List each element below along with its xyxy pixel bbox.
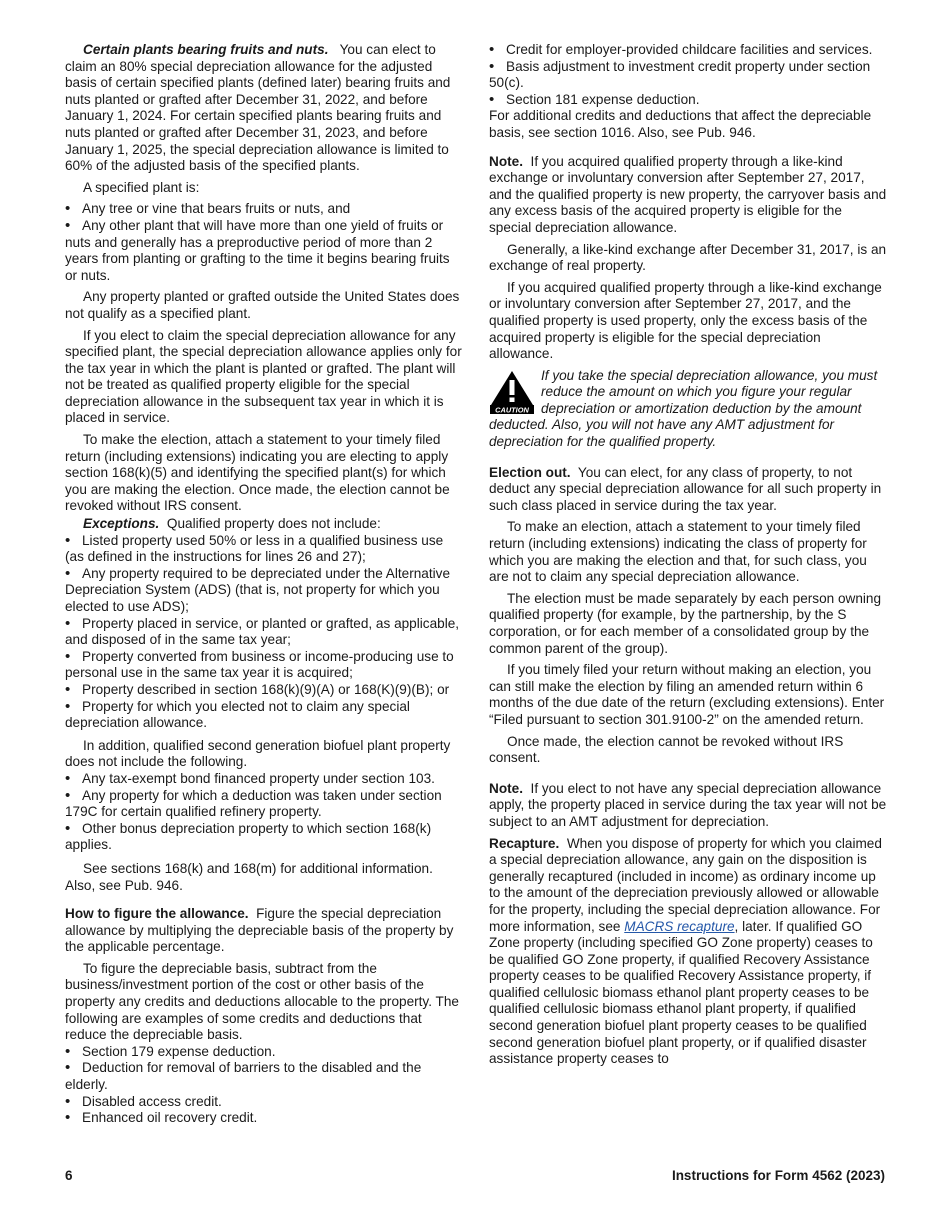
- paragraph-election-out: Election out. You can elect, for any class of property, to not deduct any special depreciation allowance for all such property in such class placed in service during the tax year.: [489, 464, 882, 513]
- paragraph-outside-us: Any property planted or grafted outside the United States does not qualify as a specified plant.: [65, 289, 460, 321]
- exceptions-list: [65, 533, 463, 732]
- caution-text: If you take the special depreciation allowance, you must reduce the amount on which you figure your regular depreciation or amortization deduction by the amount deducted. Also, you will not have any AMT adjustment for depreciation for the qualified property.: [489, 367, 878, 450]
- list-item: • Property for which you elected not to claim any special depreciation allowance.: [65, 699, 463, 732]
- list-item: • Credit for employer-provided childcare facilities and services.: [489, 42, 887, 59]
- list-item: • Any property required to be depreciated under the Alternative Depreciation System (ADS) (that is, not property for which you elected to use ADS);: [65, 566, 463, 616]
- heading-note: Note.: [489, 153, 523, 169]
- basis-reduction-list: [65, 1044, 463, 1127]
- caution-icon: [489, 370, 535, 414]
- list-item: • Listed property used 50% or less in a qualified business use (as defined in the instructions for lines 26 and 27);: [65, 533, 463, 566]
- list-item: • Any tax-exempt bond financed property under section 103.: [65, 771, 463, 788]
- list-item: • Deduction for removal of barriers to the disabled and the elderly.: [65, 1060, 463, 1093]
- paragraph-note-amt: Note. If you elect to not have any special depreciation allowance apply, the property placed in service during the tax year will not be subject to an AMT adjustment for depreciation.: [489, 780, 887, 829]
- heading-note: Note.: [489, 780, 523, 796]
- paragraph-elect-claim: If you elect to claim the special depreciation allowance for any specified plant, the special depreciation allowance applies only for the tax year in which the plant is planted or grafted. The plant will not be treated as qualified property eligible for the special depreciation allowance in the subsequent tax year in which it is placed in service.: [65, 327, 462, 426]
- list-item: • Enhanced oil recovery credit.: [65, 1110, 463, 1127]
- form-title: Instructions for Form 4562 (2023): [671, 1168, 885, 1183]
- list-item: • Property converted from business or income-producing use to personal use in the same tax year it is acquired;: [65, 649, 463, 682]
- heading-recapture: Recapture.: [489, 835, 560, 851]
- paragraph-biofuel: In addition, qualified second generation biofuel plant property does not include the following.: [65, 737, 451, 770]
- paragraph-separately: The election must be made separately by each person owning qualified property (for example, by the partnership, by the S corporation, or for each member of a consolidated group by the common parent of the group).: [489, 590, 882, 656]
- page-number: 6: [65, 1168, 73, 1183]
- paragraph-recapture: Recapture. When you dispose of property for which you claimed a special depreciation allowance, any gain on the disposition is generally recaptured (included in income) as ordinary income up to the amount of the depreciation previously allowed or allowable for the property, including the special depreciation allowance. For more information, see MACRS recapture, later. If qualified GO Zone property (including specified GO Zone property) ceases to be qualified GO Zone property, if qualified Recovery Assistance property ceases to be qualified Recovery Assistance property, if qualified cellulosic biomass ethanol plant property ceases to be qualified cellulosic biomass ethanol plant property, if qualified second generation biofuel plant property ceases to be qualified second generation biofuel plant property, or if qualified disaster assistance property ceases to: [489, 835, 882, 1067]
- paragraph-once-made: Once made, the election cannot be revoked without IRS consent.: [489, 733, 844, 766]
- paragraph-specified-plant: A specified plant is:: [83, 179, 200, 195]
- heading-exceptions: Exceptions.: [83, 516, 160, 532]
- specified-plant-list: [65, 201, 463, 284]
- paragraph-make-election: To make the election, attach a statement to your timely filed return (including extensions) indicating you are electing to apply section 168(k)(5) and identifying the specified plant(s) for which you are making the election. Once made, the election cannot be revoked without IRS consent.: [65, 432, 450, 514]
- list-item: • Property placed in service, or planted or grafted, as applicable, and disposed of in the same tax year;: [65, 616, 463, 649]
- paragraph-timely-filed: If you timely filed your return without making an election, you can still make the election by filing an amended return within 6 months of the due date of the return (excluding extensions). Enter “Filed pursuant to section 301.9100-2” on the amended return.: [489, 662, 885, 727]
- list-item: • Section 179 expense deduction.: [65, 1044, 463, 1061]
- paragraph-see-sections: See sections 168(k) and 168(m) for additional information. Also, see Pub. 946.: [65, 860, 433, 893]
- caution-label: CAUTION: [495, 404, 529, 414]
- paragraph-depreciable-basis: To figure the depreciable basis, subtract from the business/investment portion of the cost or other basis of the property any credits and deductions allocable to the property. The following are examples of some credits and deductions that reduce the depreciable basis.: [65, 960, 459, 1043]
- paragraph-note-like-kind: Note. If you acquired qualified property through a like-kind exchange or involuntary conversion after September 27, 2017, and the qualified property is new property, the carryover basis and any excess basis of the acquired property is eligible for the special depreciation allowance.: [489, 153, 887, 235]
- paragraph-additional-credits: For additional credits and deductions that affect the depreciable basis, see section 1016. Also, see Pub. 946.: [489, 108, 872, 140]
- list-item: • Section 181 expense deduction.: [489, 92, 887, 109]
- paragraph-how-to-figure: How to figure the allowance. Figure the special depreciation allowance by multiplying the depreciable basis of the property by the applicable percentage.: [65, 906, 454, 955]
- list-item: • Any property for which a deduction was taken under section 179C for certain qualified refinery property.: [65, 788, 463, 821]
- paragraph-used-property: If you acquired qualified property through a like-kind exchange or involuntary conversion after September 27, 2017, and the qualified property is used property, only the excess basis of the acquired property is eligible for the special depreciation allowance.: [489, 279, 882, 362]
- macrs-recapture-link[interactable]: MACRS recapture: [624, 918, 735, 934]
- list-item: • Property described in section 168(k)(9)(A) or 168(K)(9)(B); or: [65, 682, 463, 699]
- list-item: • Any other plant that will have more than one yield of fruits or nuts and generally has a preproductive period of more than 2 years from planting or grafting to the time it begins bearing fruits or nuts.: [65, 218, 463, 284]
- biofuel-list: [65, 771, 463, 854]
- heading-how-to-figure: How to figure the allowance.: [65, 906, 249, 922]
- list-item: • Other bonus depreciation property to which section 168(k) applies.: [65, 821, 463, 854]
- left-column: [65, 42, 463, 1127]
- heading-fruit-nut-plants: Certain plants bearing fruits and nuts.: [83, 42, 329, 57]
- paragraph-make-election-out: To make an election, attach a statement to your timely filed return (including extensions) indicating the class of property for which you are making the election and that, for such class, you are not to claim any special depreciation allowance.: [489, 519, 867, 585]
- basis-reduction-list-continued: [489, 42, 887, 108]
- paragraph-fruit-nut-plants: Certain plants bearing fruits and nuts. You can elect to claim an 80% special depreciation allowance for the adjusted basis of certain specified plants (defined later) bearing fruits and nuts planted or grafted after December 31, 2022, and before January 1, 2024. For certain specified plants bearing fruits and nuts planted or grafted after December 31, 2023, and before January 1, 2025, the special depreciation allowance is limited to 60% of the adjusted basis of the specified plants.: [65, 42, 451, 174]
- list-item: • Basis adjustment to investment credit property under section 50(c).: [489, 59, 887, 92]
- heading-election-out: Election out.: [489, 464, 571, 480]
- list-item: • Any tree or vine that bears fruits or nuts, and: [65, 201, 463, 218]
- right-column: [489, 42, 887, 1073]
- caution-box: [489, 368, 887, 451]
- list-item: • Disabled access credit.: [65, 1094, 463, 1111]
- paragraph-generally: Generally, a like-kind exchange after December 31, 2017, is an exchange of real property.: [489, 241, 887, 274]
- paragraph-exceptions: Exceptions. Qualified property does not include:: [83, 516, 381, 532]
